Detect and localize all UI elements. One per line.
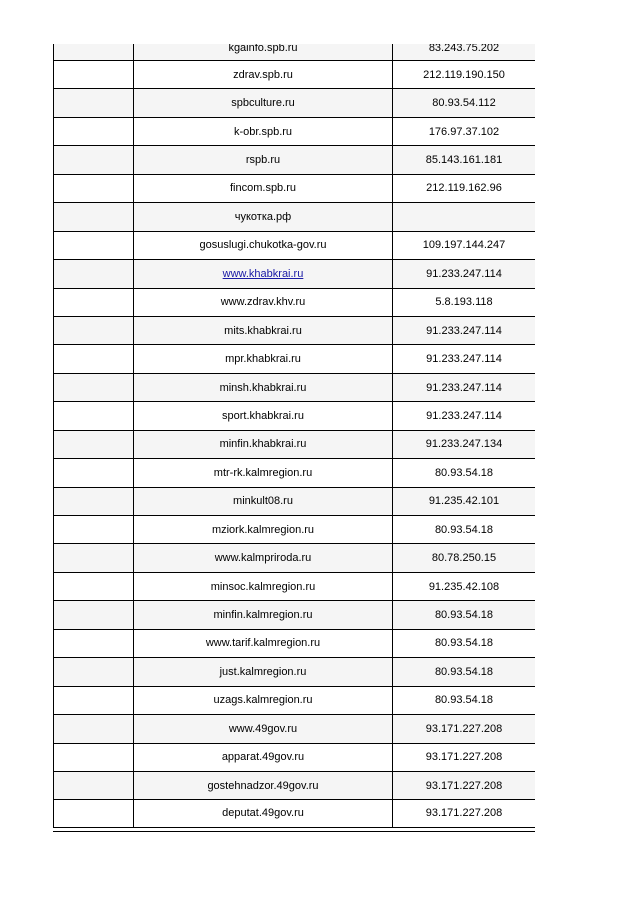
domain-text: apparat.49gov.ru	[221, 751, 305, 764]
empty-cell	[54, 288, 134, 316]
ip-cell	[393, 430, 536, 458]
ip-cell	[393, 572, 536, 600]
ip-text: 80.93.54.112	[432, 97, 496, 110]
empty-cell	[54, 715, 134, 743]
empty-cell	[54, 487, 134, 515]
ip-text: 91.235.42.101	[428, 495, 500, 508]
ip-cell	[393, 544, 536, 572]
domain-link[interactable]: www.khabkrai.ru	[222, 267, 304, 280]
ip-text: 93.171.227.208	[425, 807, 503, 820]
domain-cell	[134, 316, 393, 344]
empty-cell	[54, 743, 134, 771]
ip-text: 80.93.54.18	[434, 523, 494, 536]
domain-ip-table-container	[53, 44, 535, 832]
empty-cell	[54, 771, 134, 799]
empty-cell	[54, 373, 134, 401]
domain-cell	[134, 373, 393, 401]
domain-cell	[134, 800, 393, 828]
domain-text: minfin.khabkrai.ru	[219, 438, 307, 451]
domain-text: чукотка.рф	[234, 210, 292, 223]
table-row	[54, 117, 536, 145]
ip-text: 91.233.247.114	[426, 267, 502, 280]
ip-text: 80.93.54.18	[434, 466, 494, 479]
ip-cell	[393, 686, 536, 714]
ip-text: 91.235.42.108	[428, 580, 500, 593]
table-row	[54, 345, 536, 373]
empty-cell	[54, 174, 134, 202]
domain-cell	[134, 601, 393, 629]
domain-text: zdrav.spb.ru	[233, 68, 293, 81]
domain-text: k-obr.spb.ru	[233, 125, 293, 138]
empty-cell	[54, 572, 134, 600]
ip-cell	[393, 800, 536, 828]
table-row	[54, 373, 536, 401]
table-row	[54, 260, 536, 288]
ip-cell	[393, 629, 536, 657]
table-row	[54, 203, 536, 231]
ip-cell	[393, 743, 536, 771]
domain-cell	[134, 743, 393, 771]
ip-cell	[393, 715, 536, 743]
domain-cell	[134, 771, 393, 799]
ip-cell	[393, 146, 536, 174]
table-row	[54, 231, 536, 259]
ip-cell	[393, 373, 536, 401]
domain-cell	[134, 89, 393, 117]
domain-text: minsh.khabkrai.ru	[219, 381, 307, 394]
ip-cell	[393, 316, 536, 344]
ip-text: 80.93.54.18	[434, 609, 494, 622]
table-row	[54, 487, 536, 515]
table-row	[54, 146, 536, 174]
table-row	[54, 715, 536, 743]
ip-cell	[393, 61, 536, 89]
ip-cell	[393, 117, 536, 145]
domain-text: www.kalmpriroda.ru	[214, 552, 312, 565]
table-row	[54, 544, 536, 572]
ip-text: 212.119.162.96	[426, 182, 502, 195]
domain-cell	[134, 402, 393, 430]
domain-cell	[134, 44, 393, 61]
domain-cell	[134, 345, 393, 373]
empty-cell	[54, 117, 134, 145]
ip-cell	[393, 771, 536, 799]
domain-text: rspb.ru	[245, 154, 281, 167]
domain-cell[interactable]	[134, 260, 393, 288]
table-row	[54, 430, 536, 458]
domain-text: kgainfo.spb.ru	[228, 44, 298, 54]
table-row	[54, 800, 536, 828]
table-row	[54, 771, 536, 799]
domain-cell	[134, 61, 393, 89]
ip-text: 176.97.37.102	[428, 125, 500, 138]
empty-cell	[54, 544, 134, 572]
domain-text: www.tarif.kalmregion.ru	[205, 637, 321, 650]
domain-text: uzags.kalmregion.ru	[213, 694, 313, 707]
domain-text: www.49gov.ru	[228, 722, 298, 735]
empty-cell	[54, 146, 134, 174]
table-row	[54, 658, 536, 686]
domain-text: just.kalmregion.ru	[219, 665, 307, 678]
empty-cell	[54, 629, 134, 657]
empty-cell	[54, 686, 134, 714]
ip-text: 91.233.247.114	[426, 353, 502, 366]
table-row	[54, 459, 536, 487]
domain-text: spbculture.ru	[231, 97, 295, 110]
ip-text: 93.171.227.208	[425, 779, 503, 792]
domain-text: gostehnadzor.49gov.ru	[207, 779, 319, 792]
domain-text: www.zdrav.khv.ru	[220, 296, 306, 309]
domain-text: minfin.kalmregion.ru	[213, 609, 313, 622]
empty-cell	[54, 89, 134, 117]
domain-cell	[134, 203, 393, 231]
domain-text: mziork.kalmregion.ru	[211, 523, 315, 536]
ip-cell	[393, 174, 536, 202]
ip-cell	[393, 345, 536, 373]
domain-cell	[134, 174, 393, 202]
domain-cell	[134, 715, 393, 743]
table-row	[54, 572, 536, 600]
domain-text: minkult08.ru	[233, 495, 293, 508]
ip-cell	[393, 402, 536, 430]
ip-text: 91.233.247.114	[426, 324, 502, 337]
empty-cell	[54, 601, 134, 629]
table-row	[54, 402, 536, 430]
table-body	[54, 44, 536, 828]
empty-cell	[54, 459, 134, 487]
empty-cell	[54, 44, 134, 61]
empty-cell	[54, 260, 134, 288]
ip-cell	[393, 288, 536, 316]
domain-text: mits.khabkrai.ru	[224, 324, 302, 337]
ip-cell	[393, 601, 536, 629]
domain-text: mpr.khabkrai.ru	[225, 353, 301, 366]
ip-text: 5.8.193.118	[435, 296, 493, 309]
empty-cell	[54, 316, 134, 344]
table-row	[54, 743, 536, 771]
table-row	[54, 288, 536, 316]
ip-text: 91.233.247.114	[426, 409, 502, 422]
domain-text: minsoc.kalmregion.ru	[210, 580, 316, 593]
domain-ip-table	[53, 44, 535, 828]
domain-cell	[134, 117, 393, 145]
empty-cell	[54, 516, 134, 544]
domain-cell	[134, 459, 393, 487]
domain-cell	[134, 430, 393, 458]
domain-cell	[134, 544, 393, 572]
ip-text: 80.93.54.18	[434, 637, 494, 650]
ip-text: 212.119.190.150	[423, 68, 505, 81]
ip-text: 83.243.75.202	[428, 44, 500, 54]
ip-cell	[393, 203, 536, 231]
domain-text: sport.khabkrai.ru	[222, 409, 304, 422]
domain-cell	[134, 516, 393, 544]
domain-cell	[134, 572, 393, 600]
ip-text: 80.78.250.15	[431, 552, 497, 565]
ip-text: 80.93.54.18	[434, 694, 494, 707]
table-row	[54, 44, 536, 61]
ip-cell	[393, 516, 536, 544]
ip-text: 109.197.144.247	[422, 239, 506, 252]
empty-cell	[54, 402, 134, 430]
ip-text: 91.233.247.134	[425, 438, 503, 451]
ip-cell	[393, 260, 536, 288]
empty-cell	[54, 61, 134, 89]
ip-text: 93.171.227.208	[425, 751, 503, 764]
ip-text: 91.233.247.114	[426, 381, 502, 394]
empty-cell	[54, 658, 134, 686]
table-row	[54, 174, 536, 202]
table-row	[54, 89, 536, 117]
table-row	[54, 629, 536, 657]
empty-cell	[54, 800, 134, 828]
table-row	[54, 601, 536, 629]
domain-text: fincom.spb.ru	[229, 182, 297, 195]
domain-cell	[134, 686, 393, 714]
domain-cell	[134, 658, 393, 686]
ip-text: 80.93.54.18	[434, 665, 494, 678]
table-row	[54, 61, 536, 89]
empty-cell	[54, 231, 134, 259]
domain-cell	[134, 487, 393, 515]
ip-cell	[393, 459, 536, 487]
domain-text: gosuslugi.chukotka-gov.ru	[199, 239, 327, 252]
empty-cell	[54, 430, 134, 458]
domain-cell	[134, 146, 393, 174]
domain-cell	[134, 231, 393, 259]
ip-cell	[393, 658, 536, 686]
table-row	[54, 316, 536, 344]
ip-cell	[393, 44, 536, 61]
domain-cell	[134, 629, 393, 657]
ip-cell	[393, 231, 536, 259]
ip-cell	[393, 89, 536, 117]
ip-text: 85.143.161.181	[425, 154, 503, 167]
table-row	[54, 516, 536, 544]
table-row	[54, 686, 536, 714]
empty-cell	[54, 203, 134, 231]
domain-text: mtr-rk.kalmregion.ru	[213, 466, 313, 479]
ip-text: 93.171.227.208	[425, 722, 503, 735]
domain-cell	[134, 288, 393, 316]
empty-cell	[54, 345, 134, 373]
domain-text: deputat.49gov.ru	[222, 807, 304, 820]
ip-cell	[393, 487, 536, 515]
